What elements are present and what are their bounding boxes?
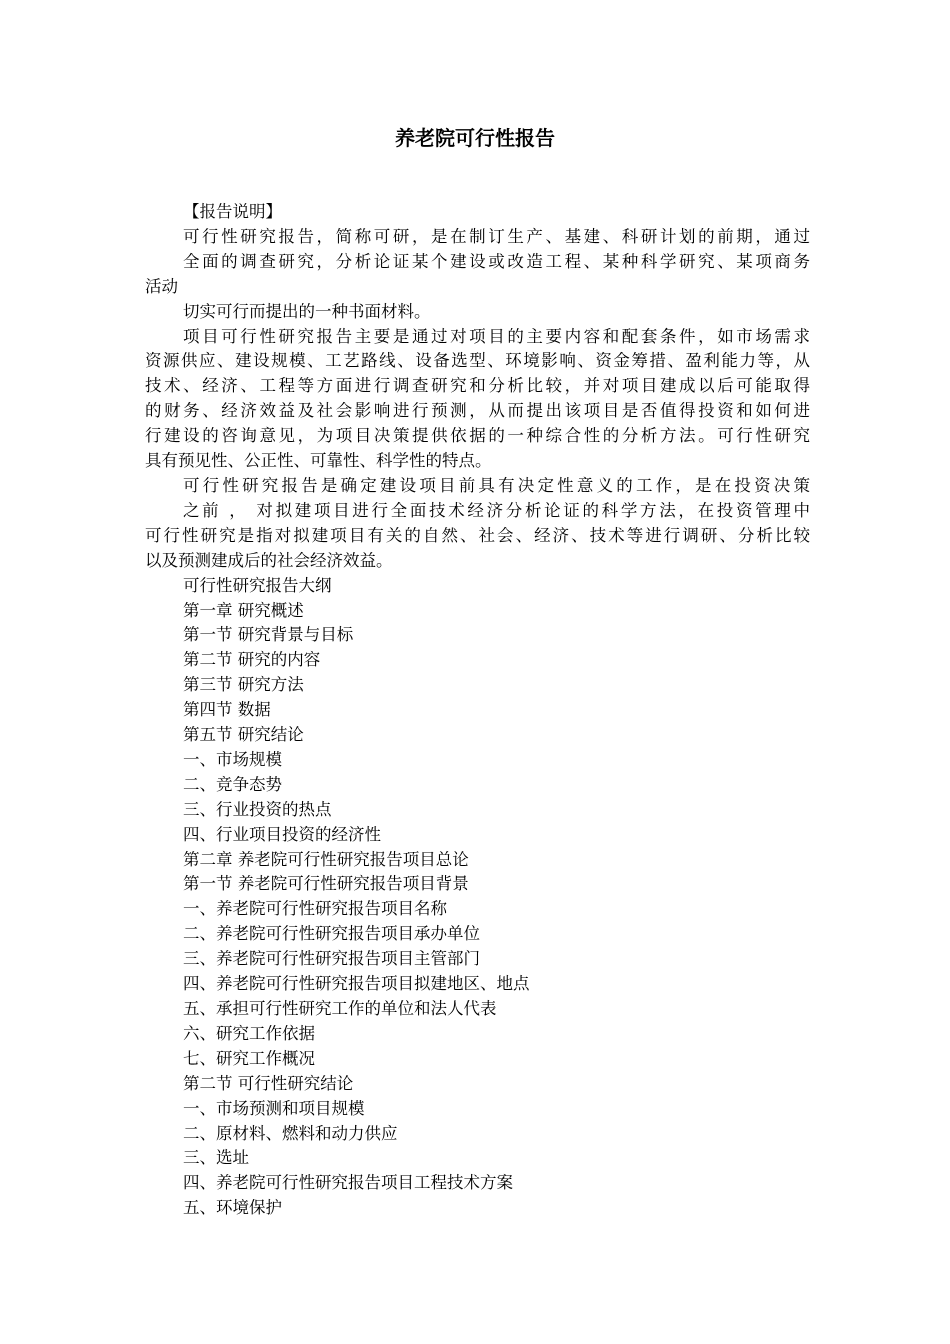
paragraph-line: 之前 ， 对拟建项目进行全面技术经济分析论证的科学方法，在投资管理中	[183, 500, 810, 520]
outline-item: 二、养老院可行性研究报告项目承办单位	[183, 924, 480, 944]
outline-item: 第五节 研究结论	[183, 725, 304, 745]
section-heading-report-note: 【报告说明】	[183, 202, 282, 221]
outline-item: 第二节 研究的内容	[183, 650, 321, 670]
outline-item: 第一章 研究概述	[183, 600, 304, 620]
outline-item: 第一节 研究背景与目标	[183, 625, 354, 645]
outline-item: 二、竞争态势	[183, 774, 282, 794]
outline-item: 四、养老院可行性研究报告项目拟建地区、地点	[183, 974, 530, 994]
outline-item: 三、养老院可行性研究报告项目主管部门	[183, 949, 480, 969]
outline-heading: 可行性研究报告大纲	[183, 575, 332, 595]
outline-item: 一、养老院可行性研究报告项目名称	[183, 899, 447, 919]
paragraph-line: 具有预见性、公正性、可靠性、科学性的特点。	[145, 451, 492, 471]
outline-item: 第二节 可行性研究结论	[183, 1073, 354, 1093]
outline-item: 第四节 数据	[183, 700, 271, 720]
paragraph-line: 技术、经济、工程等方面进行调查研究和分析比较，并对项目建成以后可能取得	[145, 376, 810, 396]
outline-item: 四、养老院可行性研究报告项目工程技术方案	[183, 1173, 513, 1193]
outline-item: 六、研究工作依据	[183, 1023, 315, 1043]
outline-item: 二、原材料、燃料和动力供应	[183, 1123, 398, 1143]
outline-item: 七、研究工作概况	[183, 1048, 315, 1068]
paragraph-line: 的财务、经济效益及社会影响进行预测，从而提出该项目是否值得投资和如何进	[145, 401, 810, 421]
paragraph-line: 行建设的咨询意见，为项目决策提供依据的一种综合性的分析方法。可行性研究	[145, 426, 810, 446]
outline-item: 一、市场规模	[183, 749, 282, 769]
outline-item: 第一节 养老院可行性研究报告项目背景	[183, 874, 469, 894]
outline-item: 一、市场预测和项目规模	[183, 1098, 365, 1118]
paragraph-line: 切实可行而提出的一种书面材料。	[183, 301, 431, 321]
outline-item: 第二章 养老院可行性研究报告项目总论	[183, 849, 469, 869]
paragraph-line: 资源供应、建设规模、工艺路线、设备选型、环境影响、资金筹措、盈利能力等，从	[145, 351, 810, 371]
document-title: 养老院可行性报告	[395, 126, 555, 150]
document-body	[145, 200, 810, 1221]
paragraph-line: 可行性研究报告是确定建设项目前具有决定性意义的工作，是在投资决策	[183, 475, 810, 495]
paragraph-line: 项目可行性研究报告主要是通过对项目的主要内容和配套条件，如市场需求	[183, 326, 810, 346]
paragraph-line: 可行性研究是指对拟建项目有关的自然、社会、经济、技术等进行调研、分析比较	[145, 525, 810, 545]
outline-item: 三、行业投资的热点	[183, 799, 332, 819]
paragraph-line: 活动	[145, 276, 178, 296]
outline-item: 第三节 研究方法	[183, 675, 304, 695]
paragraph-line: 全面的调查研究，分析论证某个建设或改造工程、某种科学研究、某项商务	[183, 251, 810, 271]
outline-item: 三、选址	[183, 1148, 249, 1168]
paragraph-line: 以及预测建成后的社会经济效益。	[145, 550, 393, 570]
outline-item: 四、行业项目投资的经济性	[183, 824, 381, 844]
outline-item: 五、环境保护	[183, 1198, 282, 1218]
outline-item: 五、承担可行性研究工作的单位和法人代表	[183, 999, 497, 1018]
paragraph-line: 可行性研究报告，简称可研，是在制订生产、基建、科研计划的前期，通过	[183, 226, 810, 246]
